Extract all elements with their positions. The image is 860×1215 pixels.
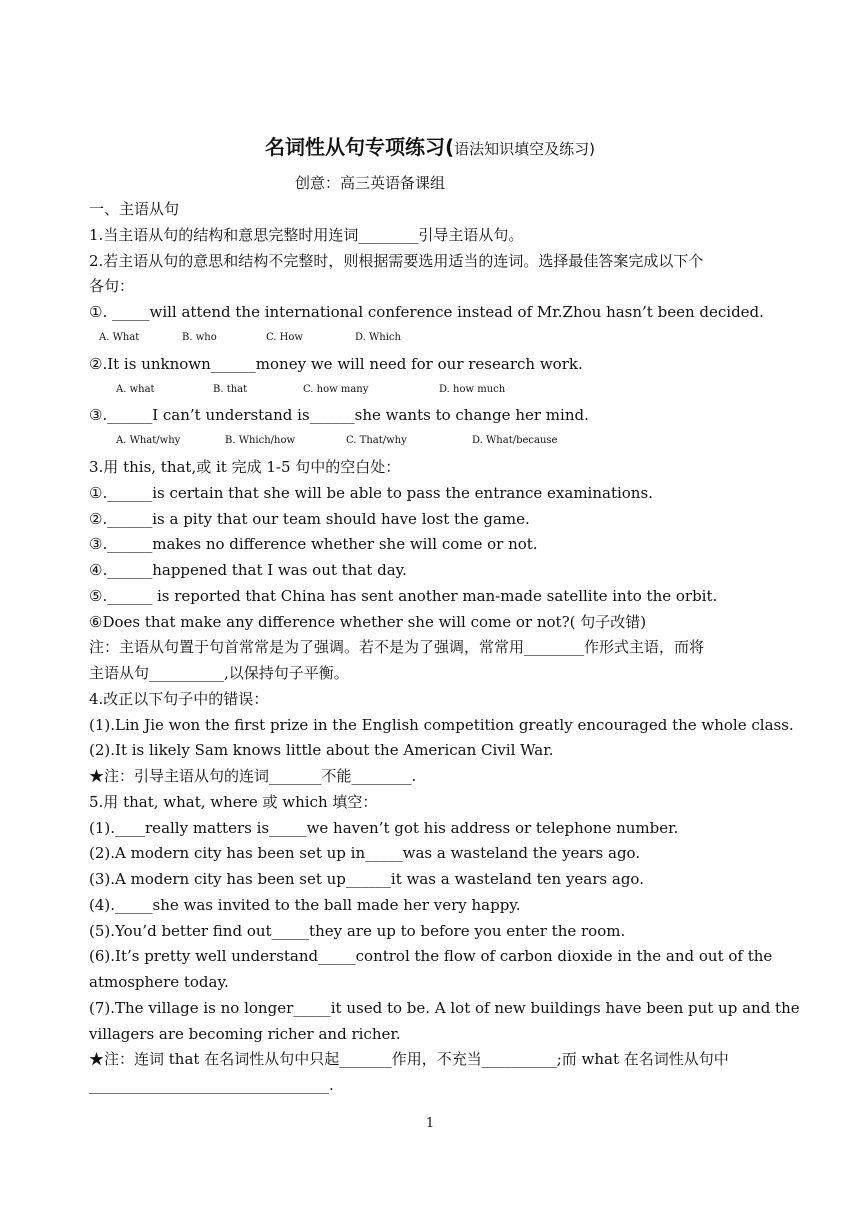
option: C. how many xyxy=(303,384,369,395)
option: B. Which/how xyxy=(225,435,296,446)
option: D. Which xyxy=(355,332,401,343)
note-line: ________________________________. xyxy=(89,1076,334,1094)
title-sub: 语法知识填空及练习) xyxy=(454,140,595,158)
question-line: (1).____really matters is_____we haven’t got his address or telephone number. xyxy=(89,819,679,837)
question-line: (5).You’d better find out_____they are up to before you enter the room. xyxy=(89,922,626,940)
option: D. What/because xyxy=(472,435,558,446)
question-line: (4)._____she was invited to the ball made her very happy. xyxy=(89,896,521,914)
page-number: 1 xyxy=(425,1116,435,1131)
note-line: 注：主语从句置于句首常常是为了强调。若不是为了强调，常常用________作形式主语，而将 xyxy=(89,638,705,656)
question-line: ③.______I can’t understand is______she wants to change her mind. xyxy=(89,406,589,424)
options-row xyxy=(116,430,828,452)
text-line: 2.若主语从句的意思和结构不完整时，则根据需要选用适当的连词。选择最佳答案完成以下个 xyxy=(89,252,704,270)
author-line: 创意：高三英语备课组 xyxy=(294,174,445,192)
title-main: 名词性从句专项练习( xyxy=(265,135,455,159)
note-line: ★注：引导主语从句的连词_______不能________. xyxy=(89,767,417,785)
option: A. what xyxy=(116,384,155,395)
note-line: ★注：连词 that 在名词性从句中只起_______作用，不充当__________;而 what 在名词性从句中 xyxy=(89,1050,729,1068)
option: A. What xyxy=(99,332,140,343)
note-line: 主语从句__________,以保持句子平衡。 xyxy=(89,664,349,682)
question-line: ⑥Does that make any difference whether she will come or not?( 句子改错) xyxy=(89,613,647,631)
page-title xyxy=(0,131,860,160)
question-line: (3).A modern city has been set up______it was a wasteland ten years ago. xyxy=(89,870,644,888)
section-heading: 一、主语从句 xyxy=(89,200,180,218)
option: D. how much xyxy=(439,384,506,395)
question-line: ③.______makes no difference whether she will come or not. xyxy=(89,535,538,553)
question-line: ⑤.______ is reported that China has sent another man-made satellite into the orbit. xyxy=(89,587,718,605)
question-line: (6).It’s pretty well understand_____control the flow of carbon dioxide in the and out of the xyxy=(89,947,773,965)
text-line: 1.当主语从句的结构和意思完整时用连词________引导主语从句。 xyxy=(89,226,524,244)
options-row xyxy=(116,379,828,401)
question-line: (2).A modern city has been set up in_____was a wasteland the years ago. xyxy=(89,844,641,862)
text-line: 5.用 that, what, where 或 which 填空： xyxy=(89,793,378,811)
option: A. What/why xyxy=(116,435,181,446)
text-line: 4.改正以下句子中的错误： xyxy=(89,690,269,708)
option: B. who xyxy=(182,332,217,343)
question-line: ②.______is a pity that our team should have lost the game. xyxy=(89,510,530,528)
question-line: atmosphere today. xyxy=(89,973,229,991)
text-line: 各句： xyxy=(89,277,135,295)
option: B. that xyxy=(213,384,248,395)
question-line: (1).Lin Jie won the first prize in the English competition greatly encouraged the whole class. xyxy=(89,716,794,734)
option: C. That/why xyxy=(346,435,407,446)
question-line: ①. _____will attend the international conference instead of Mr.Zhou hasn’t been decided. xyxy=(89,303,764,321)
options-row xyxy=(99,327,811,349)
question-line: villagers are becoming richer and richer. xyxy=(89,1025,401,1043)
question-line: ④.______happened that I was out that day. xyxy=(89,561,407,579)
question-line: ②.It is unknown______money we will need for our research work. xyxy=(89,355,583,373)
question-line: (2).It is likely Sam knows little about the American Civil War. xyxy=(89,741,554,759)
text-line: 3.用 this, that,或 it 完成 1-5 句中的空白处： xyxy=(89,458,401,476)
question-line: ①.______is certain that she will be able to pass the entrance examinations. xyxy=(89,484,653,502)
option: C. How xyxy=(266,332,303,343)
question-line: (7).The village is no longer_____it used to be. A lot of new buildings have been put up and the xyxy=(89,999,800,1017)
